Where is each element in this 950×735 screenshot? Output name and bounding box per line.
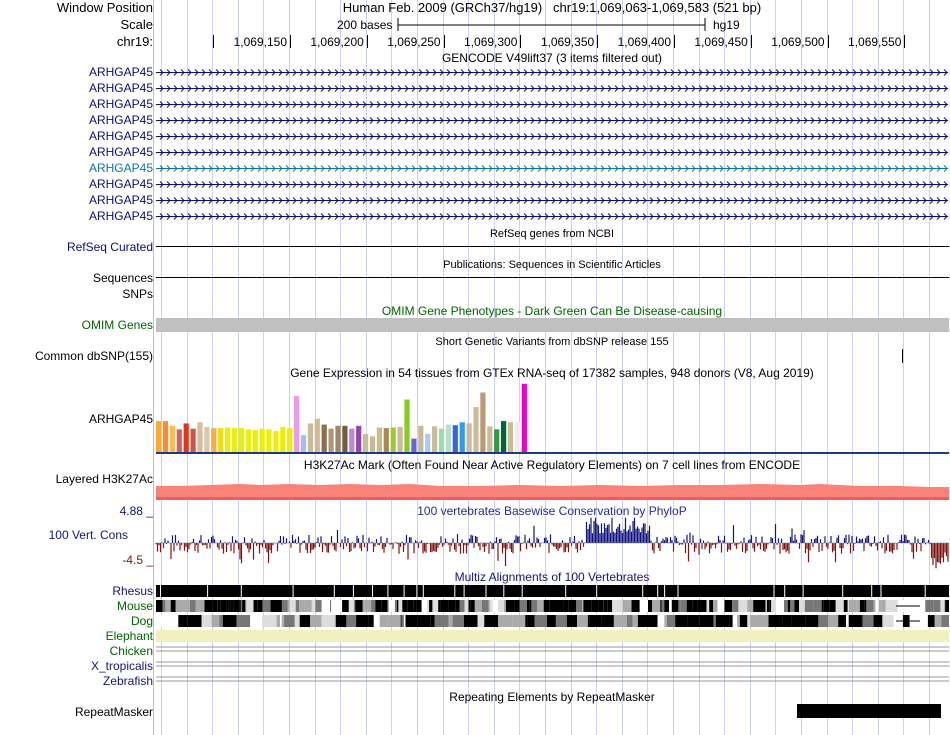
ruler-tick-label: 1,069,400 bbox=[617, 35, 671, 49]
multiz-species-label[interactable]: Rhesus bbox=[112, 584, 153, 598]
multiz-species-label[interactable]: Elephant bbox=[105, 629, 153, 643]
gencode-transcript-label[interactable]: ARHGAP45 bbox=[88, 145, 153, 159]
gencode-transcript-label[interactable]: ARHGAP45 bbox=[88, 161, 153, 175]
ruler-tick-label: 1,069,300 bbox=[464, 35, 518, 49]
ruler-tick-label: 1,069,450 bbox=[694, 35, 748, 49]
multiz-species-label[interactable]: Dog bbox=[130, 614, 153, 628]
snps-track-label[interactable]: SNPs bbox=[122, 287, 153, 301]
scale-label: Scale bbox=[120, 17, 153, 32]
publications-track-label[interactable]: Sequences bbox=[92, 271, 153, 285]
chrom-label: chr19: bbox=[116, 34, 153, 49]
gencode-transcript-label[interactable]: ARHGAP45 bbox=[88, 129, 153, 143]
scale-text: 200 bases bbox=[337, 18, 393, 32]
ruler-tick-label: 1,069,250 bbox=[387, 35, 441, 49]
multiz-species-label[interactable]: X_tropicalis bbox=[90, 659, 153, 673]
gencode-track-title: GENCODE V49lift37 (3 items filtered out) bbox=[441, 51, 663, 65]
gtex-gene-label[interactable]: ARHGAP45 bbox=[88, 412, 153, 426]
window-position-label: Window Position bbox=[56, 0, 153, 15]
refseq-track-title: RefSeq genes from NCBI bbox=[489, 228, 615, 240]
ruler-tick-label: 1,069,350 bbox=[540, 35, 595, 49]
multiz-track-title: Multiz Alignments of 100 Vertebrates bbox=[454, 570, 650, 584]
gtex-track-title: Gene Expression in 54 tissues from GTEx RNA-seq of 17382 samples, 948 donors (V8, Aug 2019) bbox=[290, 366, 814, 380]
conservation-track-label[interactable]: 100 Vert. Cons bbox=[48, 528, 128, 542]
ruler-tick-label: 1,069,150 bbox=[233, 35, 287, 49]
refseq-track-label[interactable]: RefSeq Curated bbox=[66, 240, 153, 254]
multiz-species-label[interactable]: Chicken bbox=[109, 644, 153, 658]
repeatmasker-track-title: Repeating Elements by RepeatMasker bbox=[449, 690, 655, 704]
gencode-transcript-label[interactable]: ARHGAP45 bbox=[88, 97, 153, 111]
omim-track-title: OMIM Gene Phenotypes - Dark Green Can Be Disease-causing bbox=[381, 304, 723, 318]
dbsnp-track-label[interactable]: Common dbSNP(155) bbox=[34, 349, 153, 363]
h3k27ac-track-title: H3K27Ac Mark (Often Found Near Active Regulatory Elements) on 7 cell lines from ENCODE bbox=[303, 458, 801, 472]
assembly-position: Human Feb. 2009 (GRCh37/hg19) chr19:1,069,063-1,069,583 (521 bp) bbox=[342, 0, 762, 15]
conservation-max-label: 4.88 _ bbox=[119, 504, 153, 518]
repeatmasker-track-label[interactable]: RepeatMasker bbox=[74, 705, 153, 719]
h3k27ac-track-label[interactable]: Layered H3K27Ac bbox=[55, 472, 153, 486]
multiz-species-label[interactable]: Zebrafish bbox=[102, 674, 153, 688]
gencode-transcript-label[interactable]: ARHGAP45 bbox=[88, 113, 153, 127]
conservation-min-label: -4.5 _ bbox=[122, 553, 153, 567]
ruler-tick-label: 1,069,200 bbox=[310, 35, 364, 49]
ruler-tick-label: 1,069,550 bbox=[848, 35, 902, 49]
gencode-transcript-label[interactable]: ARHGAP45 bbox=[88, 65, 153, 79]
conservation-track-title: 100 vertebrates Basewise Conservation by PhyloP bbox=[417, 504, 687, 518]
publications-track-title: Publications: Sequences in Scientific Articles bbox=[443, 259, 661, 271]
multiz-species-label[interactable]: Mouse bbox=[116, 599, 153, 613]
scale-db: hg19 bbox=[713, 18, 740, 32]
gencode-transcript-label[interactable]: ARHGAP45 bbox=[88, 209, 153, 223]
gencode-transcript-label[interactable]: ARHGAP45 bbox=[88, 177, 153, 191]
omim-track-label[interactable]: OMIM Genes bbox=[81, 318, 153, 332]
ruler-tick-label: 1,069,500 bbox=[771, 35, 825, 49]
gencode-transcript-label[interactable]: ARHGAP45 bbox=[88, 81, 153, 95]
gencode-transcript-label[interactable]: ARHGAP45 bbox=[88, 193, 153, 207]
dbsnp-track-title: Short Genetic Variants from dbSNP release 155 bbox=[435, 336, 669, 348]
repeat-element[interactable] bbox=[797, 704, 941, 718]
